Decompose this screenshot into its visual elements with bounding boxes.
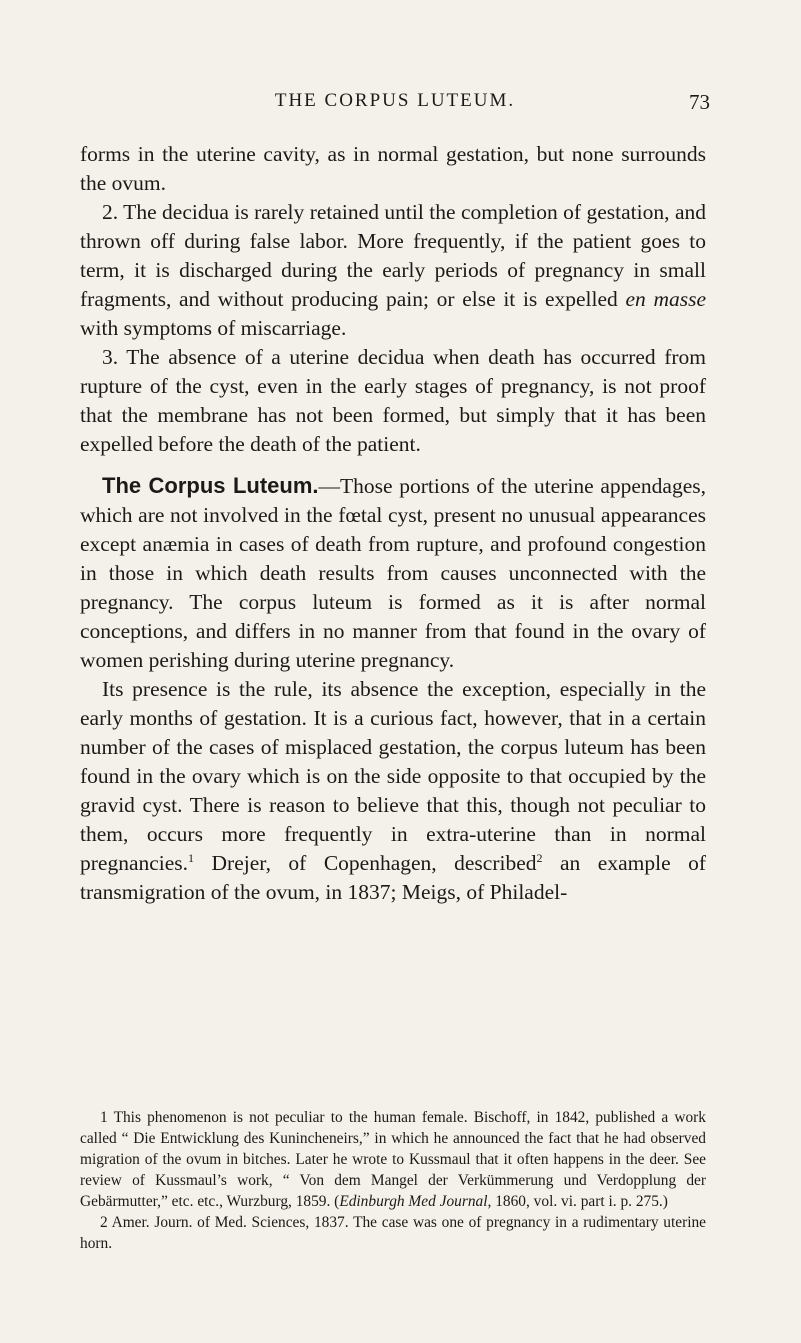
paragraph-text: with symptoms of miscarriage. [80,316,347,340]
paragraph-decidua-absence [80,343,706,459]
footnote-text: 2 Amer. Journ. of Med. Sciences, 1837. The case was one of pregnancy in a rudimentary uterine horn. [80,1214,706,1252]
running-title: THE CORPUS LUTEUM. [274,90,516,111]
footnote-text: 1 This phenomenon is not peculiar to the human female. Bischoff, in 1842, published a work called “ Die Entwicklung des Kunincheneirs,” in which he announced the fact that he had observed migration of the ovum in bitches. Later he wrote to Kussmaul that it often happens in the deer. See review of Kussmaul’s work, “ Von dem Mangel der Verkümmerung und Verdopplung der Gebärmutter,” etc. etc., Wurzburg, 1859. ( [80,1109,706,1210]
section-heading: The Corpus Luteum. [102,473,319,498]
paragraph-continuation [80,140,706,198]
body-text [80,140,706,907]
footnote-1 [80,1107,706,1212]
footnote-ref-2: 2 [536,850,543,865]
paragraph-text: forms in the uterine cavity, as in normal gestation, but none surrounds the ovum. [80,142,706,195]
page-header [80,90,710,116]
footnote-ref-1: 1 [188,850,195,865]
paragraph-decidua-retained [80,198,706,343]
paragraph-text: Drejer, of Copenhagen, described [194,851,537,875]
footnote-2 [80,1212,706,1254]
footnotes [80,1107,706,1254]
paragraph-corpus-luteum [80,471,706,675]
paragraph-text: Its presence is the rule, its absence the exception, especially in the early months of gestation. It is a curious fact, however, that in a certain number of the cases of misplaced gestation, the corpus luteum has been found in the ovary which is on the side opposite to that occupied by the gravid cyst. There is reason to believe that this, though not peculiar to them, occurs more frequently in extra-uterine than in normal pregnancies. [80,677,706,875]
italic-phrase: en masse [625,287,706,311]
footnote-italic: Edinburgh Med Journal, [339,1193,492,1210]
page-number: 73 [689,90,710,114]
footnote-text: 1860, vol. vi. part i. p. 275.) [491,1193,668,1210]
paragraph-text: 3. The absence of a uterine decidua when death has occurred from rupture of the cyst, even in the early stages of pregnancy, is not proof that the membrane has not been formed, but simply that it has been expelled before the death of the patient. [80,345,706,456]
paragraph-presence-rule [80,675,706,907]
paragraph-text: 2. The decidua is rarely retained until the completion of gestation, and thrown off during false labor. More frequently, if the patient goes to term, it is discharged during the early periods of pregnancy in small fragments, and without producing pain; or else it is expelled [80,200,706,311]
paragraph-text: an example of transmigration of the ovum, in 1837; Meigs, of Philadel- [80,851,706,904]
paragraph-text: —Those portions of the uterine appendages, which are not involved in the fœtal cyst, present no unusual appearances except anæmia in cases of death from rupture, and profound congestion in those in which death results from causes unconnected with the pregnancy. The corpus luteum is formed as it is after normal conceptions, and differs in no manner from that found in the ovary of women perishing during uterine pregnancy. [80,474,706,672]
